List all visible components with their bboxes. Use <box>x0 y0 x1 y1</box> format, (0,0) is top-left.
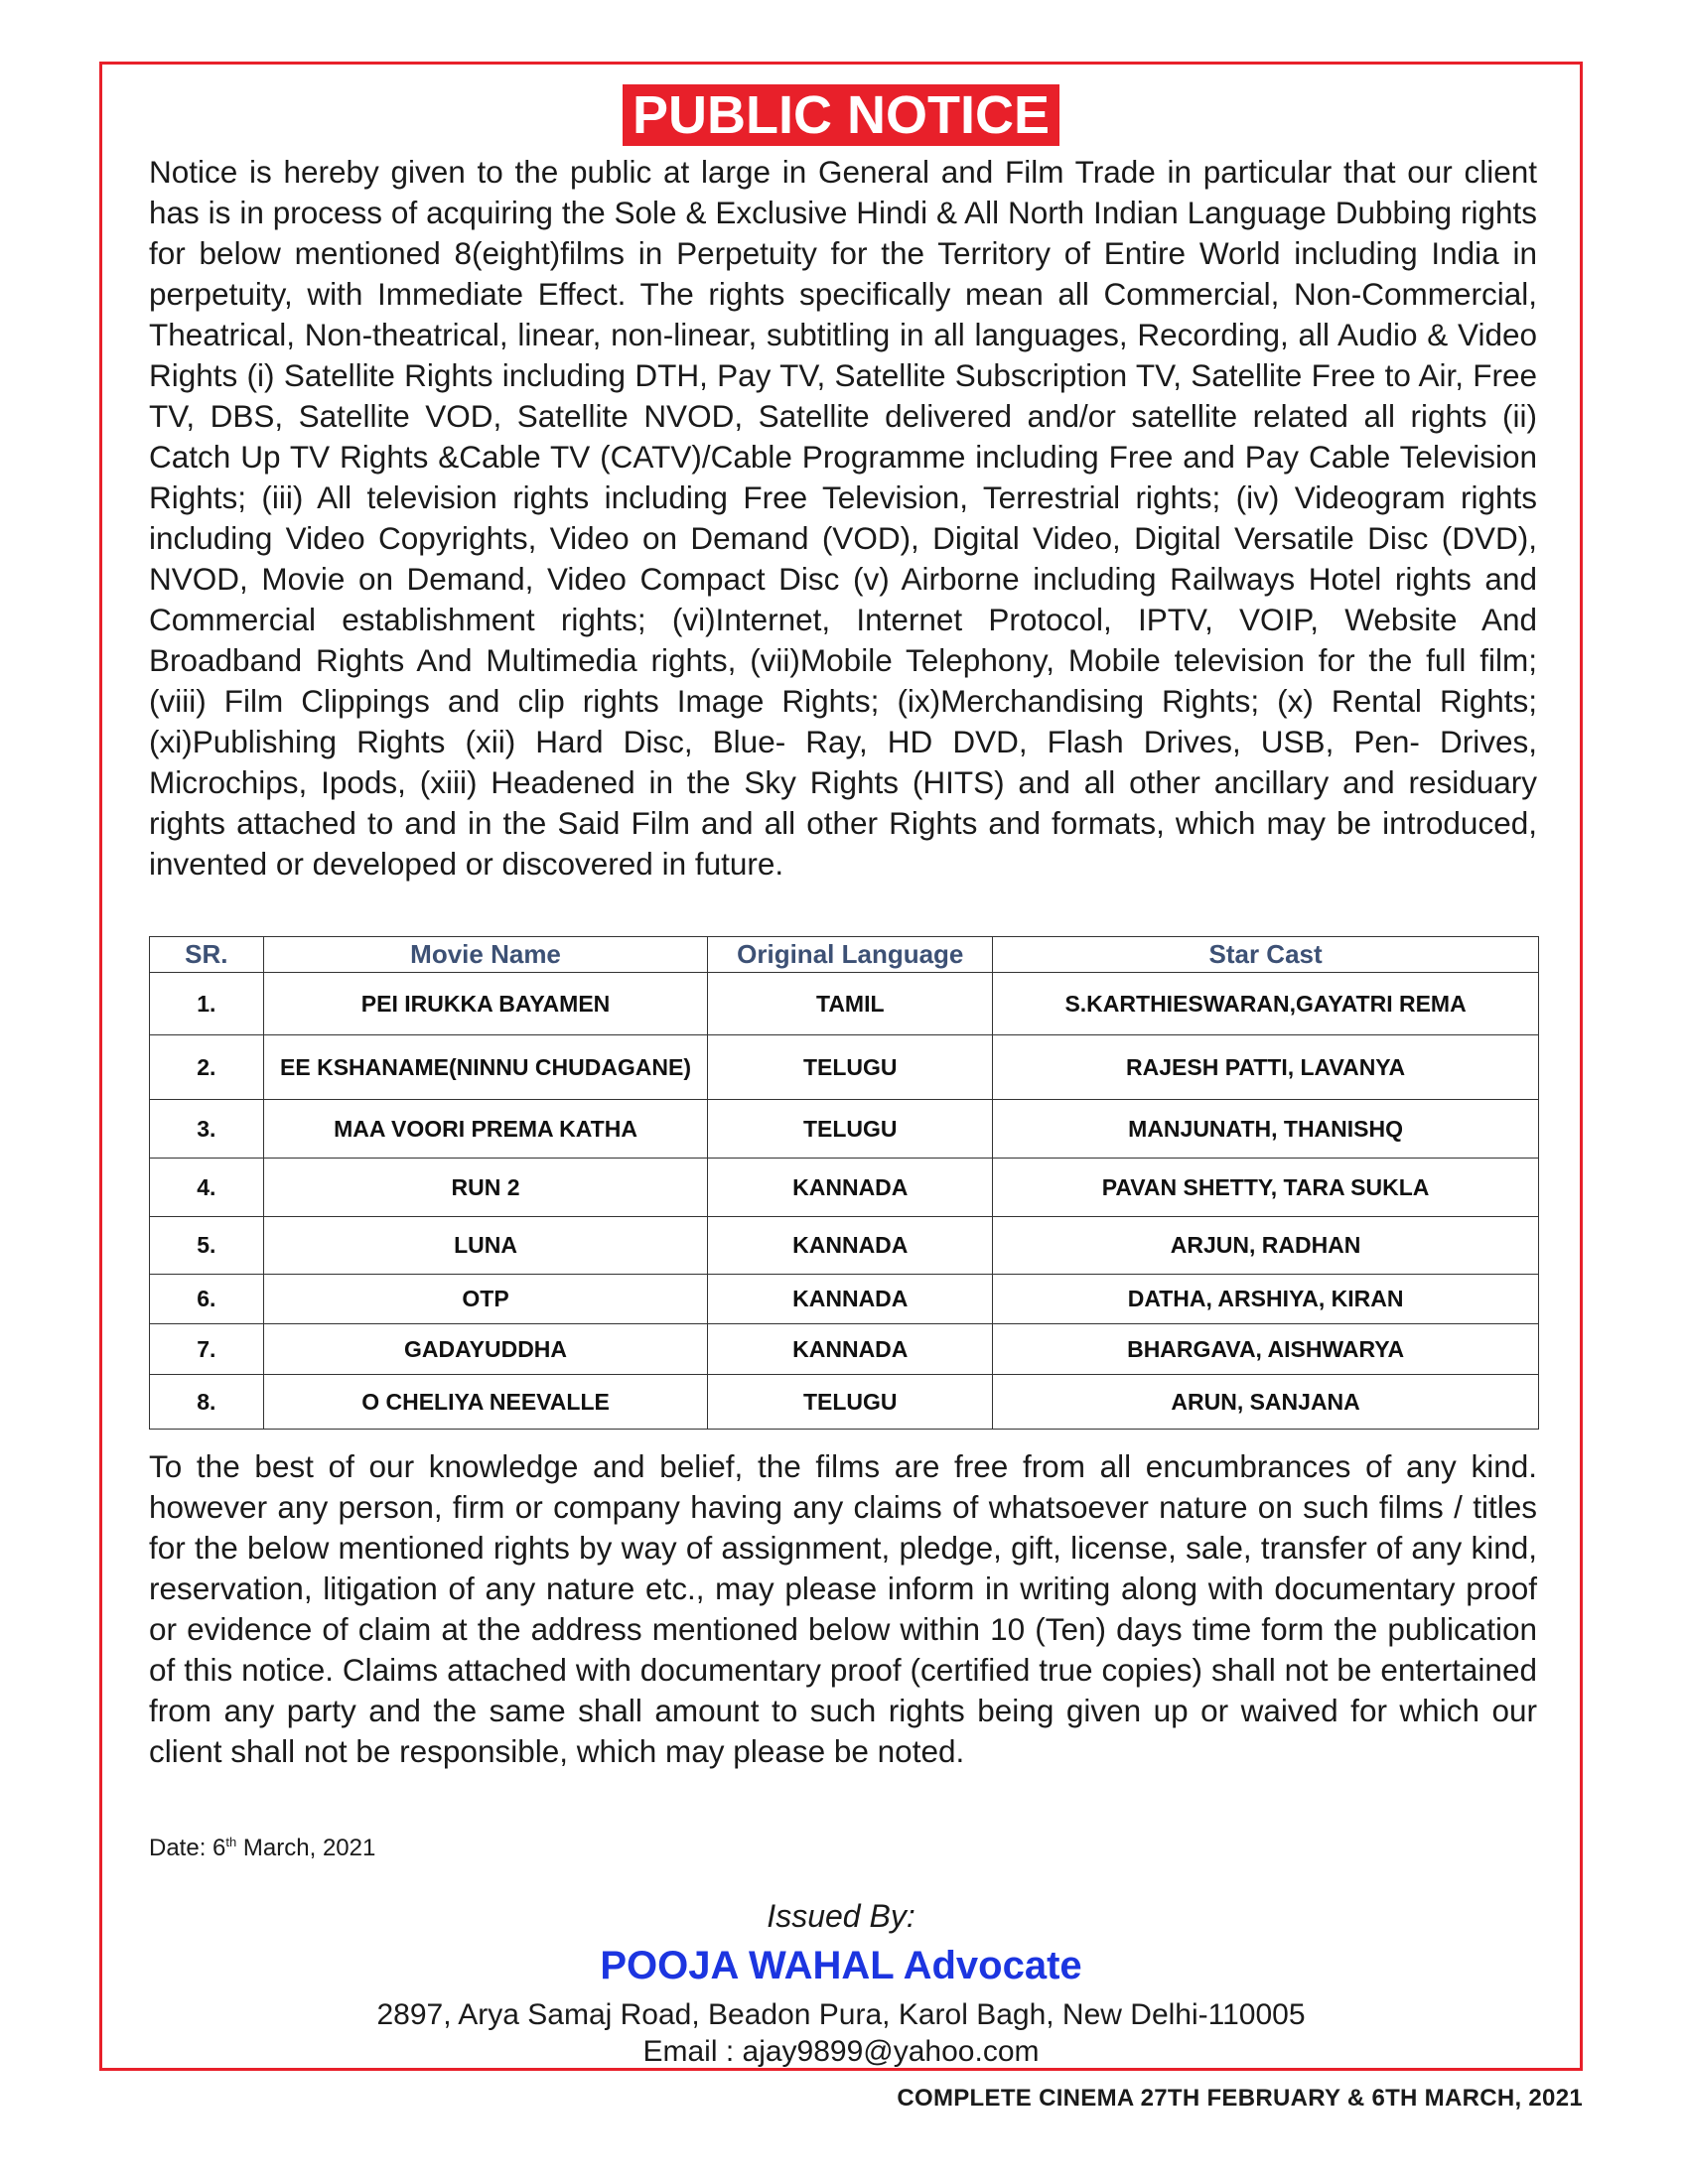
header-star-cast: Star Cast <box>993 937 1539 973</box>
cell-sr: 8. <box>150 1375 264 1430</box>
cell-sr: 2. <box>150 1035 264 1100</box>
cell-movie-name: GADAYUDDHA <box>263 1324 708 1375</box>
cell-language: KANNADA <box>708 1324 993 1375</box>
cell-star-cast: ARUN, SANJANA <box>993 1375 1539 1430</box>
date-label: Date: <box>149 1835 207 1861</box>
notice-closing: To the best of our knowledge and belief, the films are free from all encumbrances of any kind. however any person, firm or company having any claims of whatsoever nature on such films / titles for the below mentioned rights by way of assignment, pledge, gift, license, sale, transfer of any kind, reservation, litigation of any nature etc., may please inform in writing along with documentary proof or evidence of claim at the address mentioned below within 10 (Ten) days time form the publication of this notice. Claims attached with documentary proof (certified true copies) shall not be entertained from any party and the same shall amount to such rights being given up or waived for which our client shall not be responsible, which may please be noted. <box>149 1448 1537 1769</box>
publication-footer: COMPLETE CINEMA 27TH FEBRUARY & 6TH MARCH, 2021 <box>897 2085 1583 2112</box>
cell-star-cast: RAJESH PATTI, LAVANYA <box>993 1035 1539 1100</box>
cell-movie-name: RUN 2 <box>263 1159 708 1217</box>
cell-star-cast: BHARGAVA, AISHWARYA <box>993 1324 1539 1375</box>
cell-star-cast: ARJUN, RADHAN <box>993 1217 1539 1275</box>
cell-language: TELUGU <box>708 1375 993 1430</box>
cell-sr: 1. <box>150 973 264 1035</box>
cell-movie-name: OTP <box>263 1275 708 1324</box>
cell-language: KANNADA <box>708 1159 993 1217</box>
cell-movie-name: LUNA <box>263 1217 708 1275</box>
date-rest: March, 2021 <box>242 1835 376 1861</box>
films-table <box>149 936 1539 1430</box>
table-row <box>150 1375 1539 1430</box>
cell-star-cast: DATHA, ARSHIYA, KIRAN <box>993 1275 1539 1324</box>
table-row <box>150 1035 1539 1100</box>
cell-movie-name: PEI IRUKKA BAYAMEN <box>263 973 708 1035</box>
cell-movie-name: MAA VOORI PREMA KATHA <box>263 1100 708 1159</box>
cell-star-cast: S.KARTHIESWARAN,GAYATRI REMA <box>993 973 1539 1035</box>
cell-language: KANNADA <box>708 1275 993 1324</box>
table-row <box>150 1159 1539 1217</box>
notice-title: PUBLIC NOTICE <box>623 84 1059 146</box>
table-header-row <box>150 937 1539 973</box>
cell-sr: 3. <box>150 1100 264 1159</box>
cell-language: TELUGU <box>708 1100 993 1159</box>
cell-language: TELUGU <box>708 1035 993 1100</box>
table-row <box>150 1324 1539 1375</box>
cell-sr: 4. <box>150 1159 264 1217</box>
header-original-language: Original Language <box>708 937 993 973</box>
cell-language: KANNADA <box>708 1217 993 1275</box>
notice-frame <box>99 62 1583 2071</box>
title-wrapper <box>102 84 1580 146</box>
issued-by-label: Issued By: <box>767 1898 915 1934</box>
notice-body: Notice is hereby given to the public at large in General and Film Trade in particular that our client has is in process of acquiring the Sole & Exclusive Hindi & All North Indian Language Dubbing rights for below mentioned 8(eight)films in Perpetuity for the Territory of Entire World including India in perpetuity, with Immediate Effect. The rights specifically mean all Commercial, Non-Commercial, Theatrical, Non-theatrical, linear, non-linear, subtitling in all languages, Recording, all Audio & Video Rights (i) Satellite Rights including DTH, Pay TV, Satellite Subscription TV, Satellite Free to Air, Free TV, DBS, Satellite VOD, Satellite NVOD, Satellite delivered and/or satellite related all rights (ii) Catch Up TV Rights &Cable TV (CATV)/Cable Programme including Free and Pay Cable Television Rights; (iii) All television rights including Free Television, Terrestrial rights; (iv) Videogram rights including Video Copyrights, Video on Demand (VOD), Digital Video, Digital Versatile Disc (DVD), NVOD, Movie on Demand, Video Compact Disc (v) Airborne including Railways Hotel rights and Commercial establishment rights; (vi)Internet, Internet Protocol, IPTV, VOIP, Website And Broadband Rights And Multimedia rights, (vii)Mobile Telephony, Mobile television for the full film; (viii) Film Clippings and clip rights Image Rights; (ix)Merchandising Rights; (x) Rental Rights; (xi)Publishing Rights (xii) Hard Disc, Blue- Ray, HD DVD, Flash Drives, USB, Pen- Drives, Microchips, Ipods, (xiii) Headened in the Sky Rights (HITS) and all other ancillary and residuary rights attached to and in the Said Film and all other Rights and formats, which may be introduced, invented or developed or discovered in future. <box>149 154 1537 882</box>
date-day: 6 <box>212 1835 226 1861</box>
header-movie-name: Movie Name <box>263 937 708 973</box>
notice-date <box>149 1835 375 1862</box>
cell-star-cast: MANJUNATH, THANISHQ <box>993 1100 1539 1159</box>
advocate-address: 2897, Arya Samaj Road, Beadon Pura, Karol Bagh, New Delhi-110005 <box>376 1998 1306 2031</box>
cell-movie-name: EE KSHANAME(NINNU CHUDAGANE) <box>263 1035 708 1100</box>
header-sr: SR. <box>150 937 264 973</box>
table-row <box>150 973 1539 1035</box>
table-row <box>150 1217 1539 1275</box>
cell-movie-name: O CHELIYA NEEVALLE <box>263 1375 708 1430</box>
cell-sr: 6. <box>150 1275 264 1324</box>
cell-star-cast: PAVAN SHETTY, TARA SUKLA <box>993 1159 1539 1217</box>
date-ordinal: th <box>225 1835 237 1849</box>
table-row <box>150 1275 1539 1324</box>
cell-sr: 7. <box>150 1324 264 1375</box>
table-row <box>150 1100 1539 1159</box>
cell-language: TAMIL <box>708 973 993 1035</box>
advocate-name: POOJA WAHAL Advocate <box>600 1944 1082 1987</box>
advocate-email: Email : ajay9899@yahoo.com <box>642 2035 1040 2068</box>
cell-sr: 5. <box>150 1217 264 1275</box>
